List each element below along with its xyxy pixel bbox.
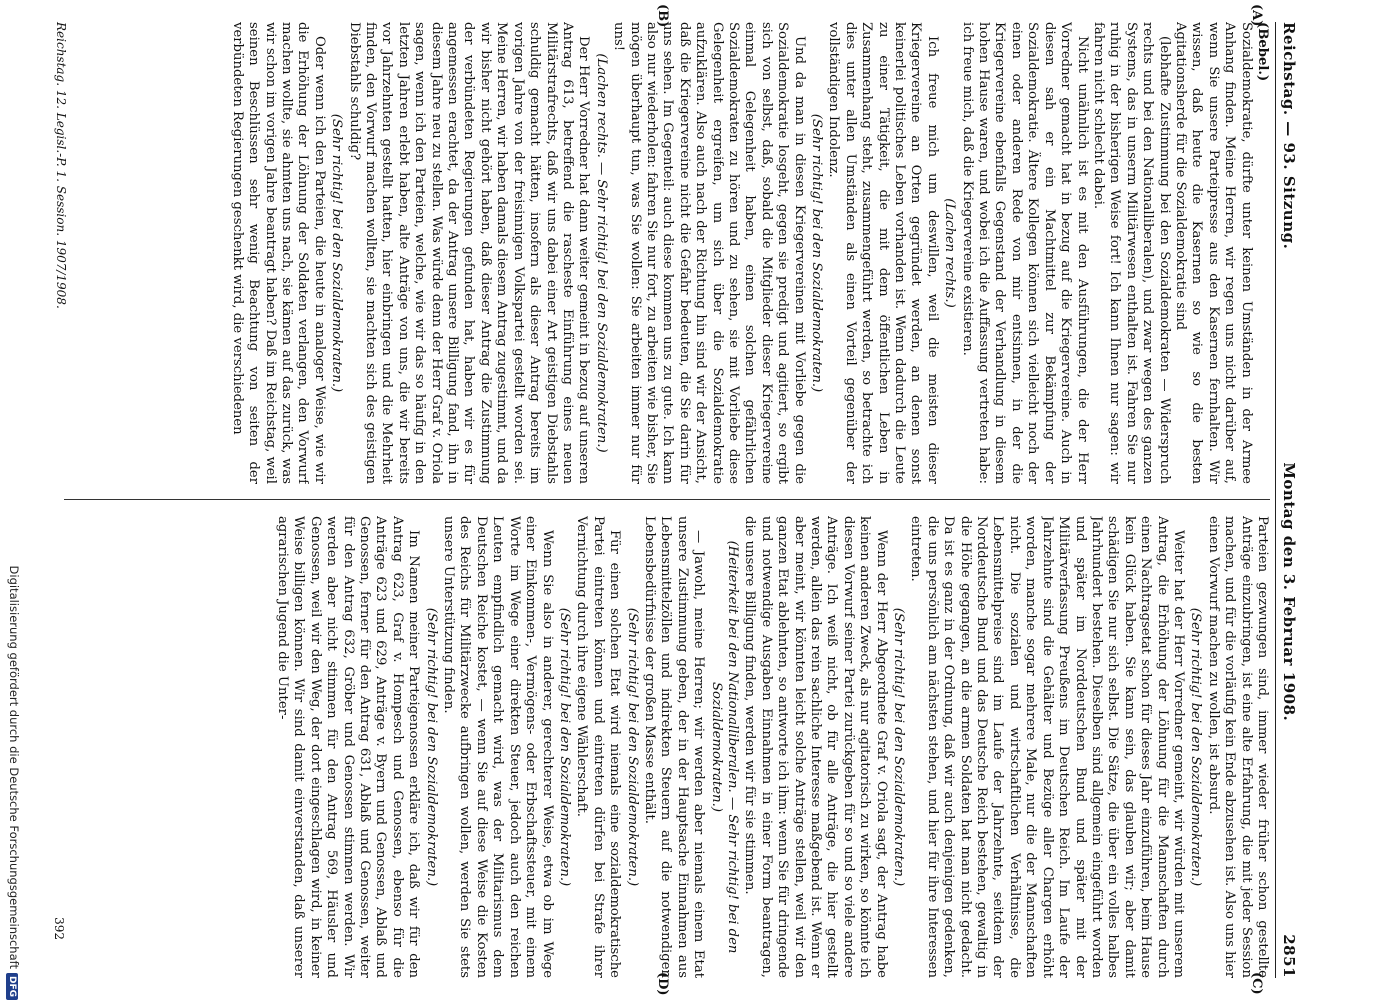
stage-direction: (Lachen rechts.) [942, 198, 958, 308]
margin-letter-d: (D) [655, 972, 670, 996]
stage-direction: (Lachen rechts. — Sehr richtig! bei den Sozialdemokraten.) [593, 53, 609, 453]
right-column [84, 516, 1270, 978]
header-right: Montag den 3. Februar 1908. [1280, 462, 1298, 722]
stage-direction: (Sehr richtig! bei den Sozialdemokraten.) [329, 113, 345, 393]
stage-direction: (Sehr richtig! bei den Sozialdemokraten.) [556, 607, 572, 887]
footer-citation: Reichstag. 12. Legisl.-P. 1. Session. 1907/1908. [54, 22, 68, 309]
header-left: Reichstag. — 93. Sitzung. [1280, 22, 1298, 250]
paragraph: (lebhafte Zustimmung bei den Sozialdemokraten — Widerspruch rechts und bei den Nationalliberalen), und zwar wegen des ganzen Systems, das in unserm Militärwesen enthalten ist. Fahren Sie nur ruhig in der bisherigen Weise fort! Ich kann Ihnen nur sagen: wir fahren nicht schlecht dabei. [1090, 22, 1172, 484]
margin-letter-c: (C) [1249, 972, 1264, 995]
stage-direction: (Sehr richtig! bei den Sozialdemokraten.) [423, 607, 439, 887]
dfg-logo: DFG [6, 973, 18, 1000]
credit-text: Digitalisierung gefördert durch die Deutsche Forschungsgemeinschaft [7, 565, 21, 969]
document-page [4, 0, 1310, 1000]
page-number: 392 [52, 917, 66, 940]
column-divider [64, 499, 1270, 500]
paragraph: Nicht unähnlich ist es mit den Ausführungen, die der Herr Vorredner gemacht hat in bezug auf die Kriegervereine. Auch in diesen sah er ein Machtmittel zur Bekämpfung der Sozialdemokratie. Ältere Kollegen können sich vielleicht noch der einen oder anderen Rede von mir entsinnen, in der die Kriegervereine ebenfalls Gegenstand der Verhandlung in diesem hohen Hause waren, und wobei ich die Auffassung vertreten habe: ich freue mich, daß die Kriegervereine existieren. [959, 22, 1090, 484]
left-column [84, 22, 1270, 484]
stage-direction: (Sehr richtig! bei den Sozialdemokraten.) [891, 607, 907, 887]
paragraph: Wenn Sie also in anderer, gerechterer Weise, etwa ob im Wege einer Einkommen-, Vermögens- oder Erbschaftssteuer, mit einem Worte im Wege einer direkten Steuer, jedoch auch den reichen Leuten empfindlich gemacht wird, was der Militarismus dem Deutschen Reiche kostet, — wenn Sie auf diese Weise die Kosten des Reichs für Militärzwecke aufbringen wollen, werden Sie stets unsere Unterstützung finden. [441, 516, 555, 978]
speaker-name: (Bebel.) [1255, 22, 1270, 82]
paragraph: Der Herr Vorredner hat dann weiter gemeint in bezug auf unseren Antrag 613, betreffend die rascheste Einführung eines neuen Militärstrafrechts, daß wir uns dabei einer Art geistigen Diebstahls schuldig gemacht hätten, insofern als dieser Antrag bereits im vorigen Jahre von der freisinnigen Volkspartei gestellt worden sei. Meine Herren, wir haben damals diesem Antrag zugestimmt, und da wir bisher nicht gehört haben, daß dieser Antrag die Zustimmung der verbündeten Regierungen gefunden hat, haben wir es für angemessen erachtet, da der Antrag unsere Billigung fand, ihn in diesem Jahre neu zu stellen. Was würde denn der Herr Graf v. Oriola sagen, wenn ich den Parteien, welche, wie wir das so häufig in den letzten Jahren erlebt haben, alte Anträge von uns, die wir bereits vor Jahrzehnten gestellt hatten, hier einbringen und die Mehrheit finden, den Vorwurf machen wollten, sie machten sich des geistigen Diebstahls schuldig? [346, 22, 592, 484]
paragraph: Für einen solchen Etat wird niemals eine sozialdemokratische Partei eintreten können und eintreten dürfen bei Strafe ihrer Vernichtung durch ihre eigene Wählerschaft. [574, 516, 623, 978]
paragraph: Weiter hat der Herr Vorredner gemeint, wir würden mit unserem Antrag, die Erhöhung der Löhnung für die Mannschaften durch einen Nachtragsetat schon für dieses Jahr einzuführen, beim Hause kein Glück haben. Sie kann sein, das glauben wir; aber damit schädigen Sie nur sich selbst. Die Sätze, die über ein volles halbes Jahrhundert bestehen. Dieselben sind allgemein eingeführt worden und später im Norddeutschen Bund und später mit der Militärverfassung Preußens im Deutschen Reich. Im Laufe der Jahrzehnte sind die Gehälter und Bezüge aller Chargen erhöht worden, manche sogar mehrere Male, nur die der Mannschaften nicht. Die sozialen und wirtschaftlichen Verhältnisse, die Lebensmittelpreise sind im Laufe der Jahrzehnte, seitdem der Norddeutsche Bund und das Deutsche Reich bestehen, gewaltig in die Höhe gegangen, an die armen Soldaten hat man nicht gedacht. Da ist es ganz in der Ordnung, daß wir auch denjenigen gedenken, die uns persönlich am nächsten stehen, und hier für ihre Interessen eintreten. [908, 516, 1186, 978]
digitization-credit [6, 0, 21, 1000]
paragraph: Ich freue mich um deswillen, weil die meisten dieser Kriegervereine an Orten gegründet werden, an denen sonst keinerlei politisches Leben vorhanden ist. Wenn dadurch die Leute zu einer Tätigkeit, die mit dem öffentlichen Leben in Zusammenhang steht, zusammengeführt werden, so betrachte ich dies unter allen Umständen als einen Vorteil gegenüber der vollständigen Indolenz. [826, 22, 940, 484]
stage-direction: (Heiterkeit bei den Nationalliberalen. — Sehr richtig! bei den Sozialdemokraten.) [708, 540, 740, 954]
margin-letter-a: (A) [1249, 4, 1264, 27]
stage-direction: (Sehr richtig! bei den Sozialdemokraten.) [1188, 607, 1204, 887]
paragraph: Oder wenn ich den Parteien, die heute in analoger Weise, wie wir die Erhöhung der Löhnung der Soldaten verlangen, den Vorwurf machen wollte, sie ahmten uns nach, sie kämen auf das zurück, was wir schon im vorigen Jahre beantragt haben? Daß im Reichstag, weil seinen Beschlüssen sehr wenig Beachtung von seiten der verbündeten Regierungen geschenkt wird, die verschiedenen [229, 22, 327, 484]
stage-direction: (Sehr richtig! bei den Sozialdemokraten.) [624, 607, 640, 887]
paragraph: Und da man in diesen Kriegervereinen mit Vorliebe gegen die Sozialdemokratie losgeht, gegen sie predigt und agitiert, so ergibt sich von selbst, daß, sobald die Mitglieder dieser Kriegervereine einmal Gelegenheit haben, einen solchen gefährlichen Sozialdemokraten zu hören und zu sehen, sie mit Vorliebe diese Gelegenheit ergreifen, um sich über die Sozialdemokratie aufzuklären. Also auch nach der Richtung hin sind wir der Ansicht, daß die Kriegervereine nicht die Gefahr bedeuten, die Sie darin für uns sehen. Im Gegenteil: auch diese kommen uns zu gute. Ich kann also nur wiederholen: fahren Sie nur fort, zu arbeiten wie bisher, Sie mögen überhaupt tun, was Sie wollen: Sie arbeiten immer nur für uns! [611, 22, 807, 484]
paragraph: Wenn der Herr Abgeordnete Graf v. Oriola sagt, der Antrag habe keinen anderen Zweck, als nur agitatorisch zu wirken, so könnte ich diesen Vorwurf seiner Partei zurückgeben für so und so viele andere Anträge. Ich weiß nicht, ob für alle Anträge, die hier gestellt werden, allein das rein sachliche Interesse maßgebend ist. Wenn er aber meint, wir könnten leicht solche Anträge stellen, weil wir den ganzen Etat ablehnten, so antworte ich ihm: wenn Sie für dringende und notwendige Ausgaben Einnahmen in einer Form beantragen, die unsere Billigung finden, werden wir für sie stimmen. [742, 516, 889, 978]
running-head [1275, 22, 1302, 978]
paragraph: Sozialdemokratie, dürfte unter keinen Umständen in der Armee Anhang finden. Meine Herren, wir regen uns nicht darüber auf, wenn Sie unsere Parteipresse aus den Kasernen fernhalten. Wir wissen, daß heute die Kasernen so wie so die besten Agitationsherde für die Sozialdemokratie sind [1172, 22, 1254, 484]
paragraph: Im Namen meiner Parteigenossen erkläre ich, daß wir für den Antrag 623, Graf v. Hompesch und Genossen, ebenso für die Anträge 623 und 629, Anträge v. Byern und Genossen, Ablaß und Genossen, ferner für den Antrag 631, Ablaß und Genossen, weiter für den Antrag 632, Gröber und Genossen stimmen werden. Wir werden aber nicht stimmen für den Antrag 569, Häusler und Genossen, weil wir den Weg, der dort eingeschlagen wird, in keiner Weise billigen können. Wir sind damit einverstanden, daß unserer agrarischen Jugend die Unter- [275, 516, 422, 978]
paragraph: Parteien gezwungen sind, immer wieder früher schon gestellte Anträge einzubringen, ist eine alte Erfahrung, die mit jeder Session machen, und für die vorläufig kein Ende abzusehen ist. Also uns hier einen Vorwurf machen zu wollen, ist absurd. [1205, 516, 1270, 978]
margin-letter-b: (B) [655, 4, 670, 28]
paragraph: — Jawohl, meine Herren; wir werden aber niemals einem Etat unsere Zustimmung geben, der in der Hauptsache Einnahmen aus Lebensmittelzöllen und indirekten Steuern auf die notwendigen Lebensbedürfnisse der großen Masse enthält. [641, 516, 707, 978]
header-page-number: 2851 [1280, 934, 1298, 978]
stage-direction: (Sehr richtig! bei den Sozialdemokraten.) [809, 113, 825, 393]
